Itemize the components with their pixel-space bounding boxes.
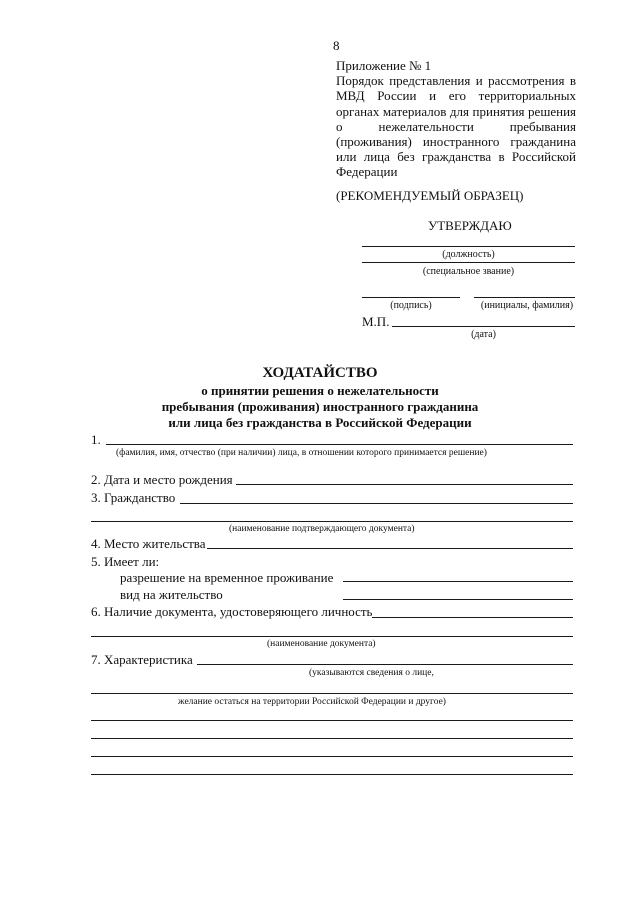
- residence-permit-field[interactable]: [343, 599, 573, 600]
- appendix-line: органах материалов для принятия решения: [336, 103, 576, 119]
- document-subtitle-line: о принятии решения о нежелательности: [201, 383, 439, 398]
- characteristics-label: 7. Характеристика: [91, 652, 193, 667]
- approve-heading: УТВЕРЖДАЮ: [428, 218, 512, 233]
- signature-line: [362, 297, 460, 298]
- characteristics-line[interactable]: [91, 774, 573, 775]
- position-line: [362, 246, 575, 247]
- date-caption: (дата): [471, 329, 496, 340]
- characteristics-line[interactable]: [91, 693, 573, 694]
- initials-caption: (инициалы, фамилия): [480, 300, 574, 311]
- initials-line: [474, 297, 575, 298]
- temporary-residence-field[interactable]: [343, 581, 573, 582]
- date-line: [392, 326, 575, 327]
- sample-label: (РЕКОМЕНДУЕМЫЙ ОБРАЗЕЦ): [336, 188, 524, 203]
- stamp-label: М.П.: [362, 314, 390, 329]
- rank-caption: (специальное звание): [422, 266, 515, 277]
- appendix-title: Приложение № 1: [336, 58, 432, 73]
- characteristics-line[interactable]: [91, 720, 573, 721]
- characteristics-caption: желание остаться на территории Российской Федерации и другое): [178, 697, 446, 707]
- appendix-line: МВД России и его территориальных: [336, 88, 576, 104]
- citizenship-document-caption: (наименование подтверждающего документа): [229, 524, 415, 534]
- signature-caption: (подпись): [390, 300, 432, 311]
- appendix-line: Федерации: [336, 164, 398, 180]
- temporary-residence-label: разрешение на временное проживание: [120, 570, 334, 585]
- identity-document-label: 6. Наличие документа, удостоверяющего личность: [91, 604, 373, 619]
- has-label: 5. Имеет ли:: [91, 554, 160, 569]
- full-name-caption: (фамилия, имя, отчество (при наличии) лица, в отношении которого принимается решение): [116, 448, 487, 458]
- birth-date-place-field[interactable]: [236, 484, 573, 485]
- position-caption: (должность): [442, 249, 495, 260]
- rank-line: [362, 262, 575, 263]
- birth-date-place-label: 2. Дата и место рождения: [91, 472, 233, 487]
- citizenship-field[interactable]: [180, 503, 573, 504]
- page-number: 8: [333, 38, 340, 53]
- document-title: ХОДАТАЙСТВО: [262, 365, 378, 381]
- characteristics-field[interactable]: [197, 664, 573, 665]
- item1-number: 1.: [91, 432, 101, 447]
- appendix-block: [336, 58, 576, 180]
- document-subtitle-line: пребывания (проживания) иностранного гражданина: [161, 399, 479, 414]
- identity-document-name-field[interactable]: [91, 636, 573, 637]
- identity-document-field[interactable]: [372, 617, 573, 618]
- citizenship-document-field[interactable]: [91, 521, 573, 522]
- full-name-field[interactable]: [106, 444, 573, 445]
- appendix-line: (проживания) иностранного гражданина: [336, 134, 576, 150]
- residence-field[interactable]: [207, 548, 573, 549]
- residence-permit-label: вид на жительство: [120, 587, 223, 602]
- citizenship-label: 3. Гражданство: [91, 490, 176, 505]
- appendix-line: или лица без гражданства в Российской: [336, 149, 576, 165]
- residence-label: 4. Место жительства: [91, 536, 206, 551]
- characteristics-line[interactable]: [91, 738, 573, 739]
- appendix-line: о нежелательности пребывания: [336, 118, 576, 134]
- document-subtitle-line: или лица без гражданства в Российской Федерации: [168, 415, 472, 430]
- characteristics-line[interactable]: [91, 756, 573, 757]
- identity-document-caption: (наименование документа): [267, 639, 376, 649]
- characteristics-caption: (указываются сведения о лице,: [309, 668, 434, 678]
- appendix-line: Порядок представления и рассмотрения в: [336, 73, 576, 89]
